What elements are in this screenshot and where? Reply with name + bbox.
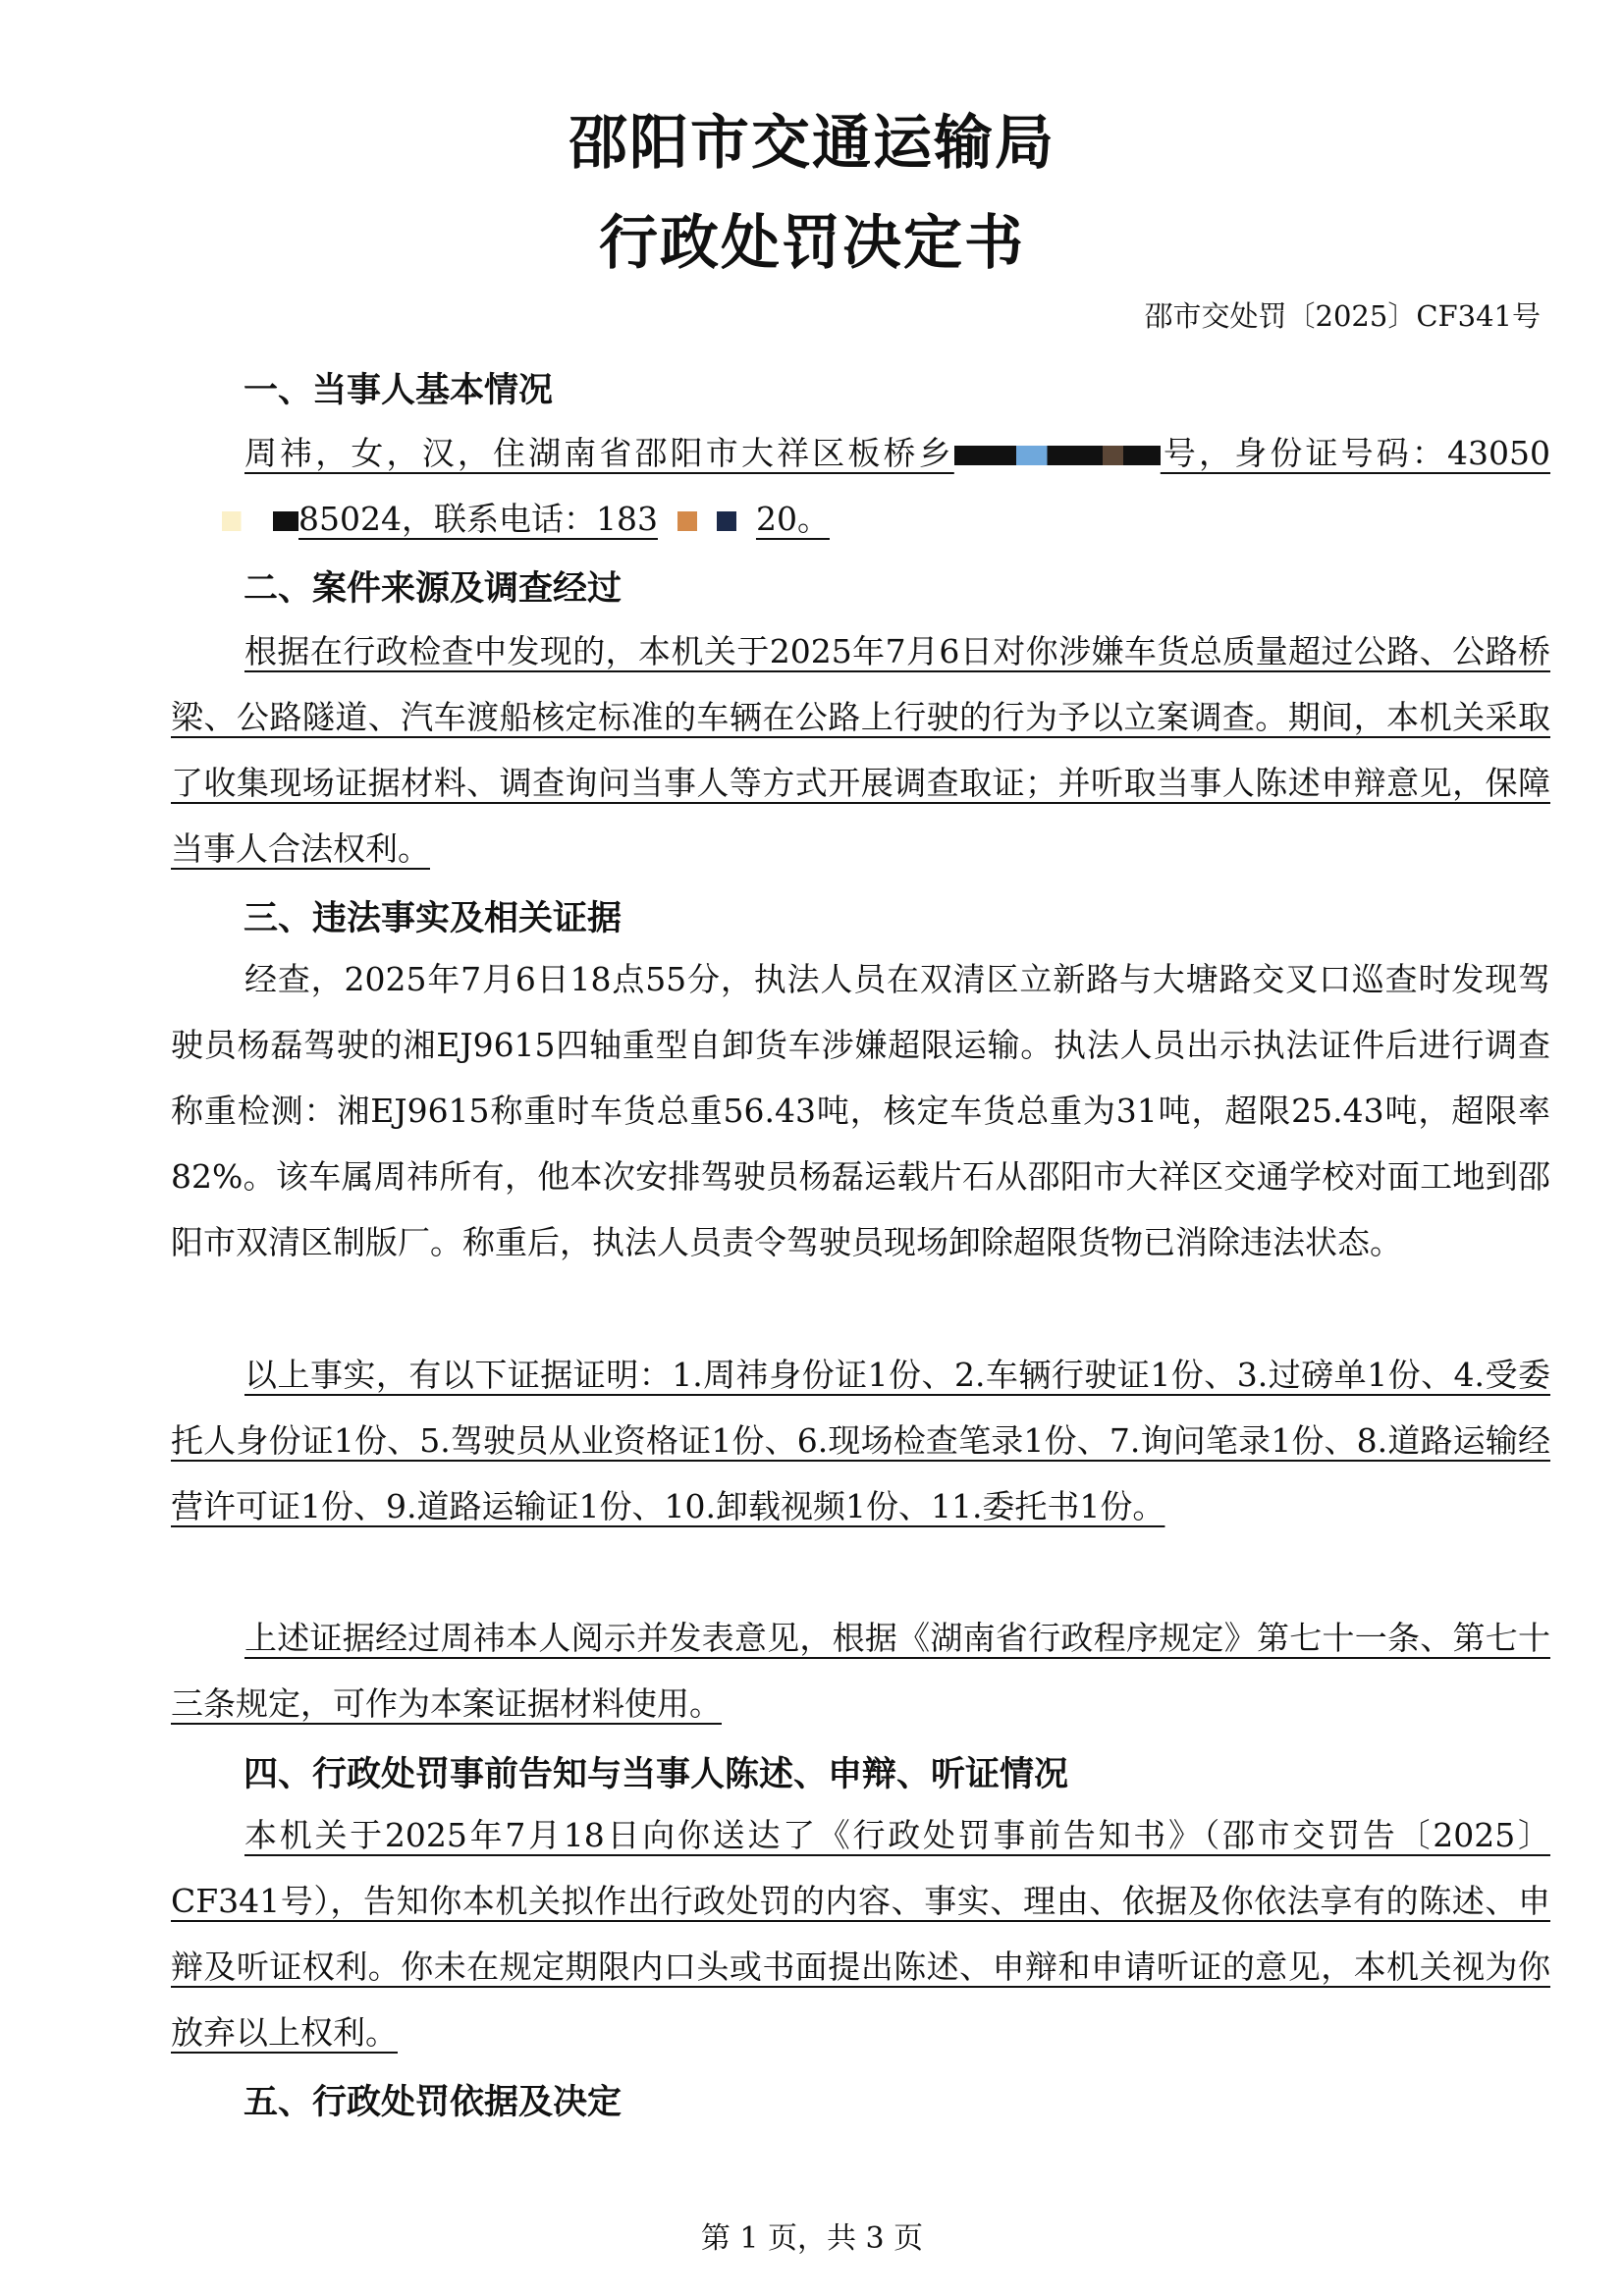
notice-text: 本机关于2025年7月18日向你送达了《行政处罚事前告知书》（邵市交罚告〔2025〕CF341号），告知你本机关拟作出行政处罚的内容、事实、理由、依据及你依法享有的陈述、申辩及听证权利。你未在规定期限内口头或书面提出陈述、申辩和申请听证的意见，本机关视为你放弃以上权利。 [171, 1816, 1550, 2052]
party-info-c: 85024，联系电话：183 [298, 500, 658, 538]
section-5-heading: 五、行政处罚依据及决定 [244, 2083, 623, 2122]
evidence-list: 以上事实，有以下证据证明：1.周祎身份证1份、2.车辆行驶证1份、3.过磅单1份、4.受委托人身份证1份、5.驾驶员从业资格证1份、6.现场检查笔录1份、7.询问笔录1份、8.道路运输经营许可证1份、9.道路运输证1份、10.卸载视频1份、11.委托书1份。 [171, 1356, 1550, 1525]
document-title: 行政处罚决定书 [599, 209, 1025, 278]
redaction-block [658, 511, 756, 531]
party-info-a: 周祎，女，汉，住湖南省邵阳市大祥区板桥乡 [244, 434, 954, 472]
section-3-heading: 三、违法事实及相关证据 [244, 899, 623, 938]
party-info [171, 420, 1550, 552]
document-number: 邵市交处罚〔2025〕CF341号 [1144, 299, 1541, 333]
party-info-b: 号，身份证号码：43050 [1160, 434, 1551, 472]
section-1-heading: 一、当事人基本情况 [244, 371, 554, 410]
page-footer: 第 1 页，共 3 页 [700, 2221, 924, 2256]
section-4-heading: 四、行政处罚事前告知与当事人陈述、申辩、听证情况 [244, 1755, 1069, 1794]
party-info-d: 20。 [755, 500, 830, 538]
redaction-block [954, 446, 1161, 465]
facts-text: 经查，2025年7月6日18点55分，执法人员在双清区立新路与大塘路交叉口巡查时发现驾驶员杨磊驾驶的湘EJ9615四轴重型自卸货车涉嫌超限运输。执法人员出示执法证件后进行调查称重检测：湘EJ9615称重时车货总重56.43吨，核定车货总重为31吨，超限25.43吨，超限率82%。该车属周祎所有，他本次安排驾驶员杨磊运载片石从邵阳市大祥区交通学校对面工地到邵阳市双清区制版厂。称重后，执法人员责令驾驶员现场卸除超限货物已消除违法状态。 [171, 960, 1550, 1261]
evidence-note: 上述证据经过周祎本人阅示并发表意见，根据《湖南省行政程序规定》第七十一条、第七十三条规定，可作为本案证据材料使用。 [171, 1619, 1550, 1723]
section-2-heading: 二、案件来源及调查经过 [244, 569, 623, 609]
case-source-text: 根据在行政检查中发现的，本机关于2025年7月6日对你涉嫌车货总质量超过公路、公路桥梁、公路隧道、汽车渡船核定标准的车辆在公路上行驶的行为予以立案调查。期间，本机关采取了收集现场证据材料、调查询问当事人等方式开展调查取证；并听取当事人陈述申辩意见，保障当事人合法权利。 [171, 632, 1550, 868]
redaction-block [171, 511, 298, 531]
org-title: 邵阳市交通运输局 [568, 109, 1056, 178]
